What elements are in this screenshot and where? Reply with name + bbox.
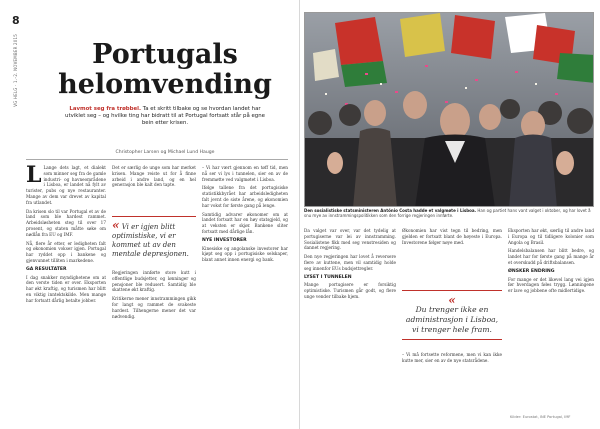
paragraph: Mange portugisere er forsiktig optimistiske. Turismen går godt, og flere unge vender tilbake hjem. <box>304 282 396 299</box>
paragraph: Da krisen slo til var Portugal et av de land som ble hardest rammet. Arbeidsløsheten steg til over 17 prosent, og staten måtte søke om nødlån fra EU og IMF. <box>26 208 106 237</box>
paragraph: Handelsbalansen har blitt bedre, og landet har for første gang på mange år et overskudd på driftsbalansen. <box>508 248 594 265</box>
paragraph: Regjeringen innførte store kutt i offentlige budsjetter, og lønninger og pensjoner ble redusert. Samtidig ble skattene økt kraftig. <box>112 270 196 293</box>
paragraph: Kritikerne mener innstrammingen gikk for langt og rammet de svakeste hardest. Tilhengerne mener det var nødvendig. <box>112 296 196 319</box>
paragraph: For mange er det likevel lang vei igjen før hverdagen føles trygg. Lønningene er lave og jobbene ofte midlertidige. <box>508 276 594 294</box>
drop-cap: L <box>26 165 42 188</box>
rally-photo <box>304 12 594 207</box>
crowd-illustration <box>305 13 594 207</box>
byline: Christopher Larsen og Michael Lund Hauge <box>115 150 215 155</box>
left-column-2-bottom <box>112 270 196 418</box>
caption-text: Han og partiet hans vant valget i oktober, og har lovet å snu mye av innstrammingspolitikken som den forrige regjeringen innførte. <box>304 208 591 218</box>
headline: Portugals helomvending <box>58 39 272 100</box>
paragraph: Den nye regjeringen har lovet å reversere flere av kuttene, men vil samtidig holde seg innenfor EUs budsjettregler. <box>304 254 396 271</box>
subhead <box>60 106 270 128</box>
paragraph: Da valget var over, var det tydelig at portugiserne var lei av innstramming. Sosialistene fikk med seg venstresiden og dannet regjering. <box>304 228 396 251</box>
left-column-2-top <box>112 165 196 211</box>
right-column-2-bottom <box>402 352 502 418</box>
paragraph: – Vi må fortsette reformene, men vi kan ikke kutte mer, sier en av de nye statsrådene. <box>402 352 502 363</box>
source-footnote: Kilder: Eurostat, INE Portugal, IMF <box>510 415 571 419</box>
quote-mark-icon: « <box>448 293 456 307</box>
paragraph: Kinesiske og angolanske investorer har kjøpt seg opp i portugisiske selskaper, blant annet innen energi og bank. <box>202 245 288 263</box>
paragraph: L Lange dets lagt, et dialekt som minner seg fra de gamle industri- og havneområdene i Lisboa, er landet nå fylt av turister, pubs og nye restauranter. Mange av dem var drevet av kapital fra utlandet. <box>26 165 106 205</box>
section-heading: NYE INVESTORER <box>202 237 247 243</box>
pull-quote: « Vi er igjen blitt optimistiske, vi er kommet ut av den mentale depresjonen. <box>112 216 196 259</box>
left-column-3 <box>202 165 288 417</box>
right-column-2-top <box>402 228 502 286</box>
subhead-text: Ta et skritt tilbake og se hvordan landet har utviklet seg – og hvilke ting har bidratt til at Portugal fortsatt står på egne bein etter krisen. <box>65 106 265 127</box>
paragraph: Ifølge tallene fra det portugisiske statistikkbyrået har arbeidsledigheten falt jevnt de siste årene, og økonomien har vokst for første gang på lenge. <box>202 185 288 208</box>
section-heading: GA RESULTATER <box>26 266 67 272</box>
header-rule <box>26 159 288 160</box>
paragraph: Samtidig advarer økonomer om at landet fortsatt har en høy statsgjeld, og at veksten er skjør. Bankene sliter fortsatt med dårlige lån. <box>202 211 288 234</box>
paragraph: I dag snakker myndighetene om at den verste tiden er over. Eksporten har økt kraftig, og turismen har blitt en viktig inntektskilde. Men mange har fortsatt dårlig betalte jobber. <box>26 274 106 303</box>
section-heading: LYSET I TUNNELEN <box>304 274 352 280</box>
subhead-lead: Lavmot seg fra trøbbel. <box>69 106 142 112</box>
left-page-number: 8 <box>12 14 20 27</box>
right-column-1 <box>304 228 396 418</box>
paragraph: Nå, flere år etter, er ledigheten falt og økonomien vokser igjen. Portugal har ryddet opp i bankene og gjenvunnet tilliten i markedene. <box>26 240 106 263</box>
paragraph: Det er særlig de unge som har merket krisen. Mange reiste ut for å finne arbeid i andre land, og en hel generasjon ble kalt den tapte. <box>112 165 196 188</box>
paragraph: – Vi har vært gjennom en tøff tid, men nå ser vi lys i tunnelen, sier en av de fremmøtte ved valgmøtet i Lisboa. <box>202 165 288 182</box>
section-heading: ØNSKER ENDRING <box>508 268 555 274</box>
right-pull-quote: « Du trenger ikke en administrasjon i Lisboa, vi trenger hele fram. <box>402 290 502 340</box>
left-folio: VG HELG · 1.–2. NOVEMBER 2015 <box>13 34 18 107</box>
paragraph: Økonomien har vist tegn til bedring, men gjelden er fortsatt blant de høyeste i Europa. Investorene følger nøye med. <box>402 228 502 245</box>
caption-lead: Den sosialistiske statsministeren António Costa hadde et valgmøte i Lisboa. <box>304 208 477 213</box>
left-column-1 <box>26 165 106 417</box>
quote-mark-icon: « <box>112 218 120 232</box>
photo-caption <box>304 208 594 218</box>
paragraph: Eksporten har økt, særlig til andre land i Europa og til tidligere kolonier som Angola og Brasil. <box>508 228 594 245</box>
right-column-3 <box>508 228 594 404</box>
